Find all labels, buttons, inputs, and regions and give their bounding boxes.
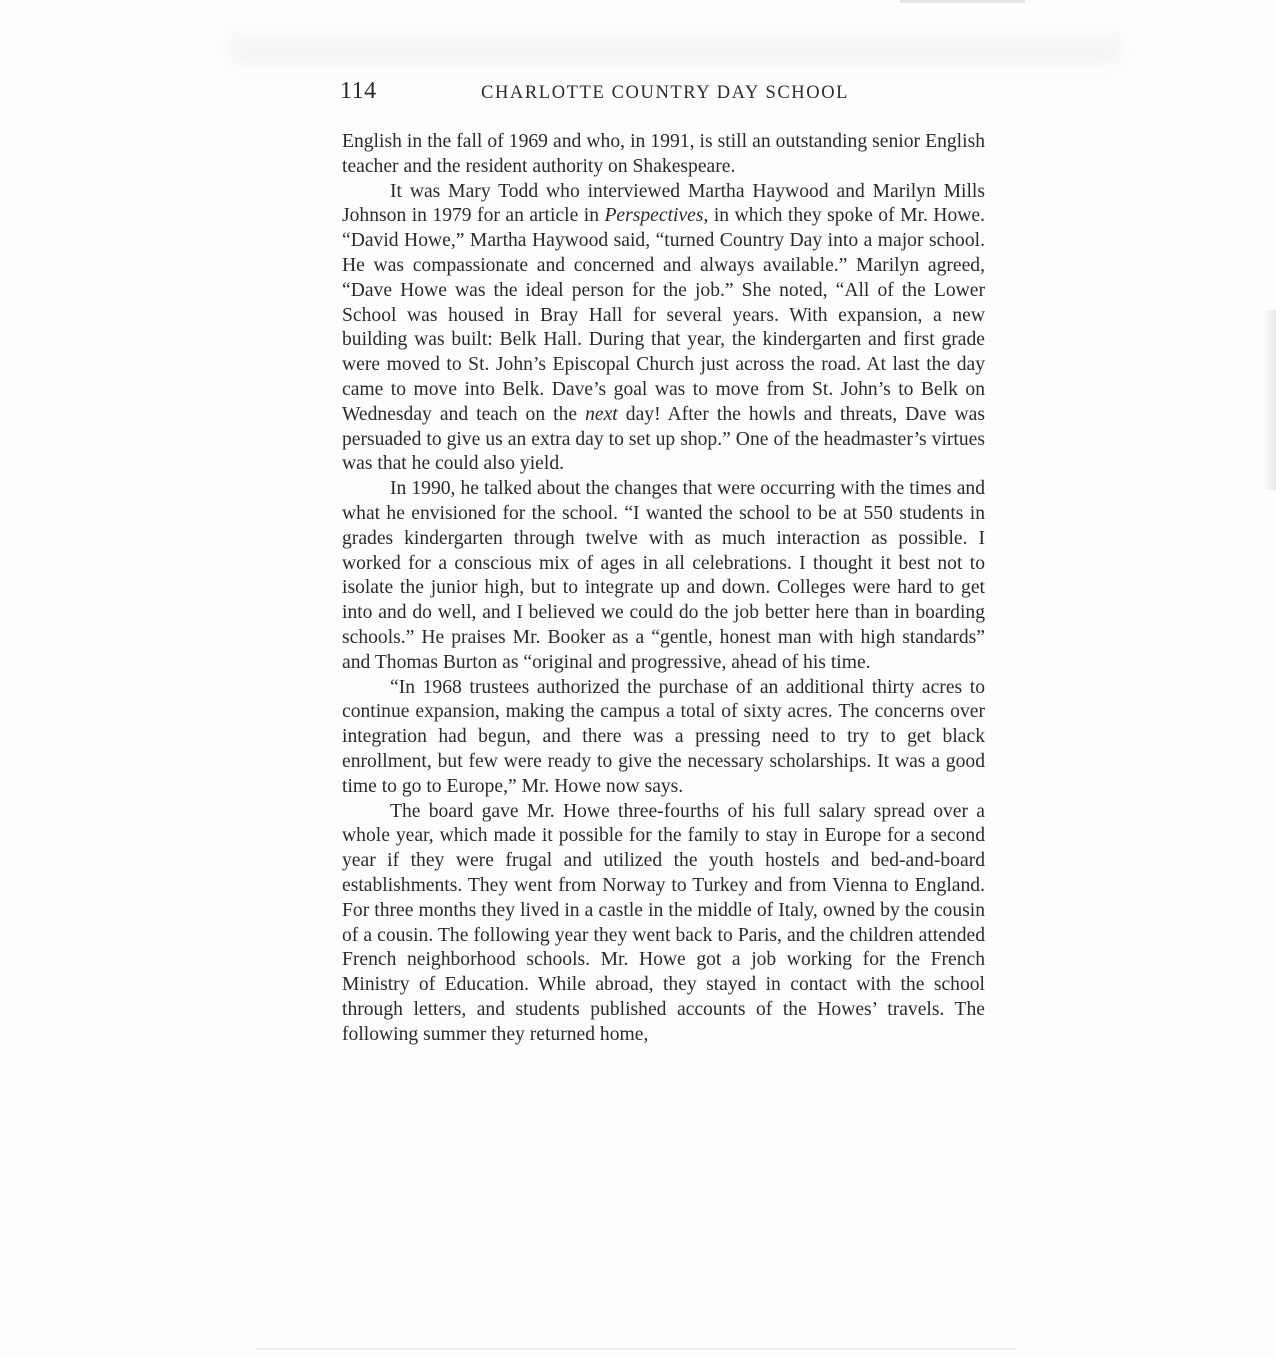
paragraph-text: day! After the howls and threats, Dave was persuaded to give us an extra day to set up shop.” One of the headmaster’s virtues was that he could also yield. — [342, 403, 985, 475]
paragraph — [342, 676, 985, 800]
scan-edge-right — [1262, 310, 1276, 490]
page-number: 114 — [340, 78, 377, 104]
paragraph — [342, 180, 985, 478]
paragraph — [342, 800, 985, 1048]
running-head — [340, 78, 990, 108]
paragraph-text: In 1990, he talked about the changes that were occurring with the times and what he envisioned for the school. “I wanted the school to be at 550 students in grades kindergarten through twelve with as much interaction as possible. I worked for a conscious mix of ages in all celebrations. I thought it best not to isolate the junior high, but to integrate up and down. Colleges were hard to get into and do well, and I believed we could do the job better here than in boarding schools.” He praises Mr. Booker as a “gentle, honest man with high standards” and Thomas Burton as “original and progressive, ahead of his time. — [342, 478, 985, 673]
running-title: CHARLOTTE COUNTRY DAY SCHOOL — [481, 83, 850, 103]
paragraph-text: “In 1968 trustees authorized the purchase of an additional thirty acres to continue expansion, making the campus a total of sixty acres. The concerns over integration had begun, and there was a pressing need to try to get black enrollment, but few were ready to give the necessary scholarships. It was a good time to go to Europe,” Mr. Howe now says. — [342, 676, 985, 797]
paragraph — [342, 477, 985, 675]
paragraph-text: English in the fall of 1969 and who, in 1991, is still an outstanding senior English teacher and the resident authority on Shakespeare. — [342, 131, 985, 177]
paragraph-text: The board gave Mr. Howe three-fourths of his full salary spread over a whole year, which made it possible for the family to stay in Europe for a second year if they were frugal and utilized the youth hostels and bed-and-board establishments. They went from Norway to Turkey and from Vienna to England. For three months they lived in a castle in the middle of Italy, owned by the cousin of a cousin. The following year they went back to Paris, and the children attended French neighborhood schools. Mr. Howe got a job working for the French Ministry of Education. While abroad, they stayed in contact with the school through letters, and students published accounts of the Howes’ travels. The following summer they returned home, — [342, 800, 985, 1045]
scan-shadow — [230, 30, 1120, 70]
paragraph — [342, 130, 985, 180]
paragraph-text: It was Mary Todd who interviewed Martha Haywood and Marilyn Mills Johnson in 1979 for an article in — [342, 180, 985, 227]
italic-text: Perspectives — [604, 205, 704, 227]
body-text — [342, 130, 985, 1047]
italic-text: next — [585, 403, 618, 425]
scan-edge-top — [900, 0, 1025, 3]
paragraph-text: , in which they spoke of Mr. Howe. “David Howe,” Martha Haywood said, “turned Country Day into a major school. He was compassionate and concerned and always available.” Marilyn agreed, “Dave Howe was the ideal person for the job.” She noted, “All of the Lower School was housed in Bray Hall for several years. With expansion, a new building was built: Belk Hall. During that year, the kindergarten and first grade were moved to St. John’s Episcopal Church just across the road. At last the day came to move into Belk. Dave’s goal was to move from St. John’s to Belk on Wednesday and teach on the — [342, 205, 985, 425]
scan-edge-bottom — [255, 1348, 1015, 1350]
